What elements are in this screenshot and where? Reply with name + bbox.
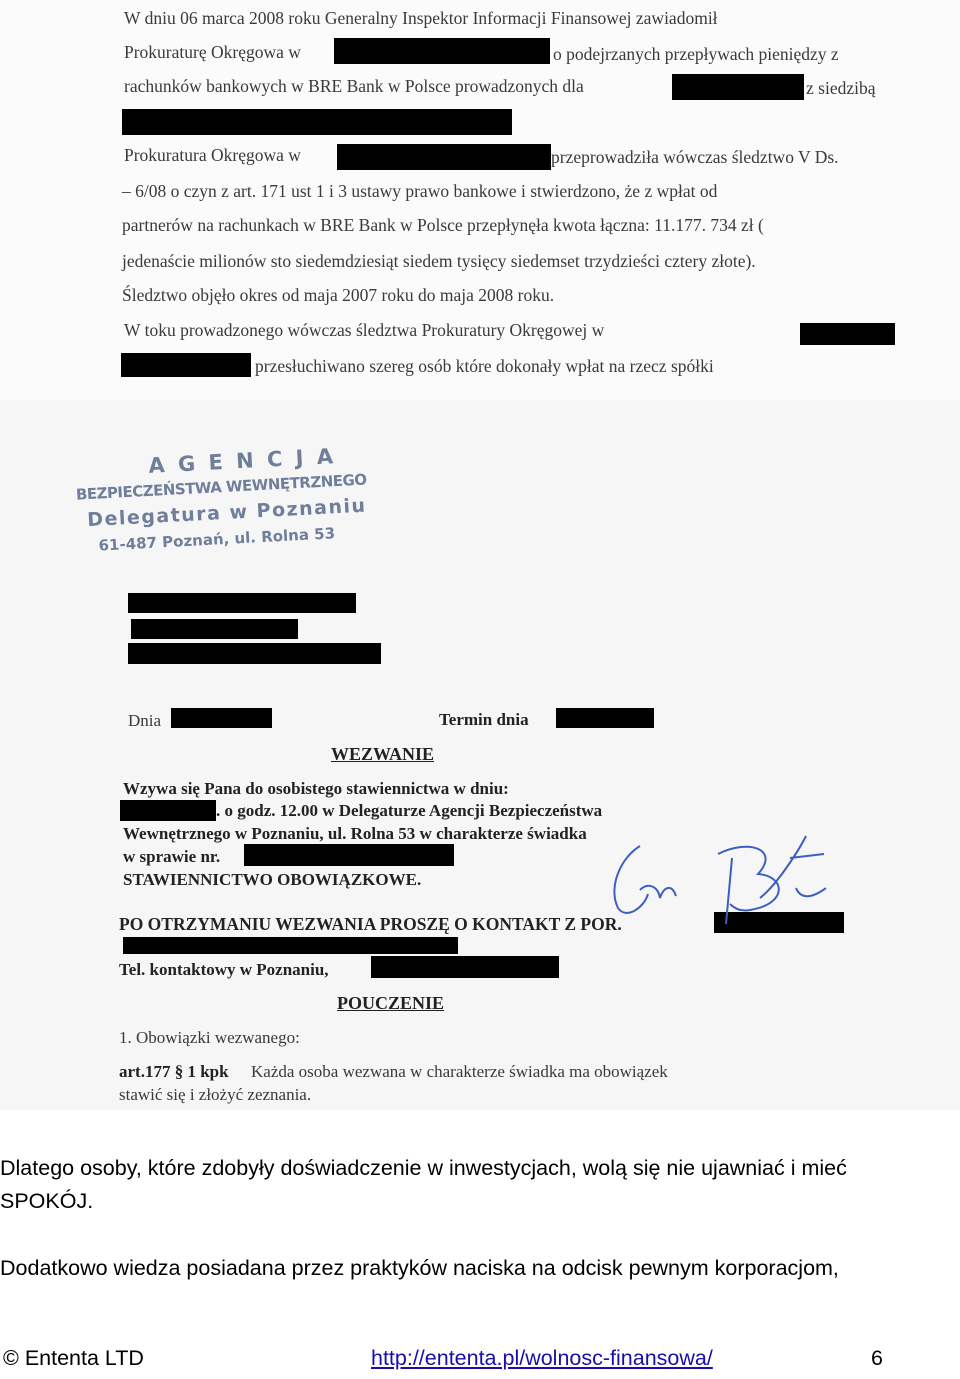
letter-line: o podejrzanych przepływach pieniędzy z — [553, 44, 839, 64]
summons-line: STAWIENNICTWO OBOWIĄZKOWE. — [123, 870, 422, 889]
summons-line: 1. Obowiązki wezwanego: — [119, 1028, 300, 1047]
pouczenie-title: POUCZENIE — [337, 993, 445, 1013]
letter-line: Śledztwo objęło okres od maja 2007 roku do maja 2008 roku. — [122, 285, 555, 305]
redaction-bar — [128, 593, 356, 613]
letter-line: – 6/08 o czyn z art. 171 ust 1 i 3 ustawy prawo bankowe i stwierdzono, że z wpłat od — [122, 181, 718, 201]
redaction-bar — [121, 353, 251, 377]
summons-line: stawić się i złożyć zeznania. — [119, 1085, 312, 1104]
summons-line: Tel. kontaktowy w Poznaniu, — [119, 960, 329, 979]
summons-line: Wzywa się Pana do osobistego stawiennictwa w dniu: — [123, 779, 509, 798]
letter-line: W toku prowadzonego wówczas śledztwa Prokuratury Okręgowej w — [124, 320, 605, 340]
dnia-label: Dnia — [128, 711, 162, 730]
letter-line: przesłuchiwano szereg osób które dokonały wpłat na rzecz spółki — [255, 356, 714, 376]
signature — [600, 828, 840, 928]
redaction-bar — [123, 937, 458, 954]
redaction-bar — [337, 144, 551, 170]
letter-line: Prokuraturę Okręgowa w — [124, 42, 301, 62]
footer-copyright: © Ententa LTD — [3, 1346, 144, 1370]
redaction-bar — [171, 708, 272, 728]
redaction-bar — [131, 619, 298, 639]
body-paragraph-1-line-2: SPOKÓJ. — [0, 1189, 94, 1213]
footer-link[interactable]: http://ententa.pl/wolnosc-finansowa/ — [371, 1346, 713, 1370]
redaction-bar — [128, 643, 381, 664]
page-number: 6 — [871, 1346, 883, 1370]
summons-line: Każda osoba wezwana w charakterze świadka ma obowiązek — [251, 1062, 668, 1081]
letter-line: Prokuratura Okręgowa w — [124, 145, 301, 165]
body-paragraph-2: Dodatkowo wiedza posiadana przez praktyków naciska na odcisk pewnym korporacjom, — [0, 1256, 839, 1280]
redaction-bar — [371, 956, 559, 978]
redaction-bar — [556, 708, 654, 728]
summons-line: w sprawie nr. — [123, 847, 221, 866]
redaction-bar — [120, 800, 216, 821]
summons-line: Wewnętrznego w Poznaniu, ul. Rolna 53 w charakterze świadka — [123, 824, 587, 843]
letter-scan — [0, 0, 960, 400]
letter-line: jedenaście milionów sto siedemdziesiąt siedem tysięcy siedemset trzydzieści cztery złote). — [122, 251, 756, 271]
letter-line: przeprowadziła wówczas śledztwo V Ds. — [551, 147, 839, 167]
summons-scan: A G E N C J A BEZPIECZEŃSTWA WEWNĘTRZNEGO Delegatura w Poznaniu 61-487 Poznań, ul. Rolna 53 Dnia Termin dnia WEZWANIE Wzywa się Pana do osobistego stawiennictwa w dniu: . o godz. 12.00 w Delegaturze Agencji Bezpieczeństwa Wewnętrznego w Poznaniu, ul. Rolna 53 w charakterze świadka w sprawie nr. STAWIENNICTWO OBOWIĄZKOWE. PO OTRZYMANIU WEZWANIA PROSZĘ O KONTAKT Z POR. Tel. kontaktowy w Poznaniu, POUCZENIE 1. Obowiązki wezwanego: art.177 § 1 kpk Każda osoba wezwana w charakterze świadka ma obowiązek stawić się i złożyć zeznania. — [0, 400, 960, 1110]
redaction-bar — [244, 844, 454, 866]
summons-title: WEZWANIE — [331, 744, 435, 764]
letter-line: W dniu 06 marca 2008 roku Generalny Inspektor Informacji Finansowej zawiadomił — [124, 8, 718, 28]
letter-line: rachunków bankowych w BRE Bank w Polsce prowadzonych dla — [124, 76, 584, 96]
letter-line: partnerów na rachunkach w BRE Bank w Polsce przepłynęła kwota łączna: 11.177. 734 zł ( — [122, 215, 764, 235]
redaction-bar — [122, 109, 512, 135]
summons-line: PO OTRZYMANIU WEZWANIA PROSZĘ O KONTAKT Z POR. — [119, 914, 622, 934]
termin-label: Termin dnia — [439, 710, 529, 729]
redaction-bar — [334, 38, 550, 64]
letter-line: z siedzibą — [806, 78, 876, 98]
redaction-bar — [800, 323, 895, 345]
redaction-bar — [672, 74, 804, 100]
summons-line: art.177 § 1 kpk — [119, 1062, 229, 1081]
body-paragraph-1-line-1: Dlatego osoby, które zdobyły doświadczenie w inwestycjach, wolą się nie ujawniać i mieć — [0, 1156, 847, 1180]
summons-line: . o godz. 12.00 w Delegaturze Agencji Bezpieczeństwa — [216, 801, 603, 820]
